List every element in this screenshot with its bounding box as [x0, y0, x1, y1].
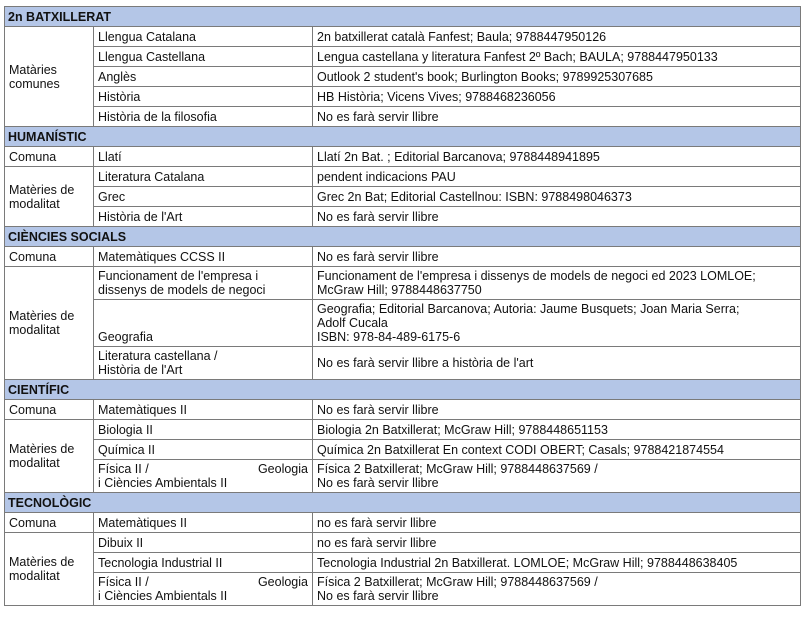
- section-header-row: [5, 493, 801, 513]
- subject-line: [98, 575, 308, 589]
- group-label: Matèries de modalitat: [5, 267, 94, 380]
- table-row: [5, 87, 801, 107]
- subject-cell: Geografia: [94, 300, 313, 347]
- comuna-label: Comuna: [5, 247, 94, 267]
- subject-line: i Ciències Ambientals II: [98, 476, 228, 490]
- subject-cell: Història de l'Art: [94, 207, 313, 227]
- subject-line: dissenys de models de negoci: [98, 283, 266, 297]
- subject-part: Geologia: [257, 462, 308, 476]
- table-row: [5, 187, 801, 207]
- subject-cell: [94, 460, 313, 493]
- subject-cell: Història de la filosofia: [94, 107, 313, 127]
- subject-cell: Grec: [94, 187, 313, 207]
- table-row: [5, 460, 801, 493]
- table-row: [5, 347, 801, 380]
- subject-line: i Ciències Ambientals II: [98, 589, 228, 603]
- book-cell: 2n batxillerat català Fanfest; Baula; 9788447950126: [313, 27, 801, 47]
- subject-line: Funcionament de l'empresa i: [98, 269, 259, 283]
- table-row: [5, 247, 801, 267]
- book-line: No es farà servir llibre: [317, 589, 439, 603]
- table-row: [5, 400, 801, 420]
- book-cell: Química 2n Batxillerat En context CODI OBERT; Casals; 9788421874554: [313, 440, 801, 460]
- subject-part: Física II /: [98, 462, 149, 476]
- book-cell: Biologia 2n Batxillerat; McGraw Hill; 9788448651153: [313, 420, 801, 440]
- subject-cell: Literatura Catalana: [94, 167, 313, 187]
- table-row: [5, 207, 801, 227]
- section-title-humanistic: HUMANÍSTIC: [5, 127, 801, 147]
- subject-cell: [94, 267, 313, 300]
- book-cell: Grec 2n Bat; Editorial Castellnou: ISBN: 9788498046373: [313, 187, 801, 207]
- subject-cell: Química II: [94, 440, 313, 460]
- section-title-technological: TECNOLÒGIC: [5, 493, 801, 513]
- table-row: [5, 440, 801, 460]
- book-line: Física 2 Batxillerat; McGraw Hill; 9788448637569 /: [317, 575, 598, 589]
- subject-cell: Matemàtiques II: [94, 513, 313, 533]
- book-list-document: [4, 6, 801, 606]
- subject-cell: Matemàtiques II: [94, 400, 313, 420]
- section-title-batxillerat: 2n BATXILLERAT: [5, 7, 801, 27]
- subject-cell: Biologia II: [94, 420, 313, 440]
- subject-cell: Tecnologia Industrial II: [94, 553, 313, 573]
- book-line: Adolf Cucala: [317, 316, 388, 330]
- subject-line: Història de l'Art: [98, 363, 183, 377]
- subject-cell: Anglès: [94, 67, 313, 87]
- book-line: Funcionament de l'empresa i dissenys de models de negoci ed 2023 LOMLOE;: [317, 269, 756, 283]
- subject-cell: [94, 573, 313, 606]
- subject-line: [98, 462, 308, 476]
- table-row: [5, 267, 801, 300]
- table-row: [5, 167, 801, 187]
- table-row: [5, 533, 801, 553]
- subject-cell: Història: [94, 87, 313, 107]
- book-cell: [313, 300, 801, 347]
- table-row: [5, 513, 801, 533]
- comuna-label: Comuna: [5, 513, 94, 533]
- book-line: ISBN: 978-84-489-6175-6: [317, 330, 461, 344]
- book-cell: Tecnologia Industrial 2n Batxillerat. LOMLOE; McGraw Hill; 9788448638405: [313, 553, 801, 573]
- section-title-social-sciences: CIÈNCIES SOCIALS: [5, 227, 801, 247]
- book-cell: [313, 573, 801, 606]
- book-cell: Llatí 2n Bat. ; Editorial Barcanova; 9788448941895: [313, 147, 801, 167]
- book-cell: pendent indicacions PAU: [313, 167, 801, 187]
- section-header-row: [5, 127, 801, 147]
- subject-cell: Matemàtiques CCSS II: [94, 247, 313, 267]
- book-cell: No es farà servir llibre: [313, 107, 801, 127]
- book-cell: No es farà servir llibre a història de l'art: [313, 347, 801, 380]
- book-cell: no es farà servir llibre: [313, 533, 801, 553]
- book-cell: [313, 460, 801, 493]
- table-row: [5, 47, 801, 67]
- subject-cell: Llengua Catalana: [94, 27, 313, 47]
- book-line: Física 2 Batxillerat; McGraw Hill; 9788448637569 /: [317, 462, 598, 476]
- book-line: McGraw Hill; 9788448637750: [317, 283, 482, 297]
- table-row: [5, 573, 801, 606]
- table-row: [5, 27, 801, 47]
- table-row: [5, 107, 801, 127]
- group-label: Matèries de modalitat: [5, 533, 94, 606]
- subject-cell: Dibuix II: [94, 533, 313, 553]
- book-cell: No es farà servir llibre: [313, 207, 801, 227]
- subject-line: Literatura castellana /: [98, 349, 218, 363]
- book-cell: Outlook 2 student's book; Burlington Books; 9789925307685: [313, 67, 801, 87]
- table-row: [5, 553, 801, 573]
- subject-cell: Llatí: [94, 147, 313, 167]
- group-label: Matàries comunes: [5, 27, 94, 127]
- table-row: [5, 67, 801, 87]
- book-list-table: [4, 6, 801, 606]
- section-title-scientific: CIENTÍFIC: [5, 380, 801, 400]
- section-header-row: [5, 7, 801, 27]
- group-label: Matèries de modalitat: [5, 420, 94, 493]
- book-cell: HB Història; Vicens Vives; 9788468236056: [313, 87, 801, 107]
- subject-cell: [94, 347, 313, 380]
- book-line: No es farà servir llibre: [317, 476, 439, 490]
- book-cell: No es farà servir llibre: [313, 247, 801, 267]
- subject-cell: Llengua Castellana: [94, 47, 313, 67]
- book-cell: Lengua castellana y literatura Fanfest 2º Bach; BAULA; 9788447950133: [313, 47, 801, 67]
- book-line: Geografia; Editorial Barcanova; Autoria: Jaume Busquets; Joan Maria Serra;: [317, 302, 740, 316]
- book-cell: no es farà servir llibre: [313, 513, 801, 533]
- comuna-label: Comuna: [5, 147, 94, 167]
- book-cell: [313, 267, 801, 300]
- book-cell: No es farà servir llibre: [313, 400, 801, 420]
- subject-part: Física II /: [98, 575, 149, 589]
- table-row: [5, 147, 801, 167]
- comuna-label: Comuna: [5, 400, 94, 420]
- subject-part: Geologia: [257, 575, 308, 589]
- table-row: [5, 420, 801, 440]
- group-label: Matèries de modalitat: [5, 167, 94, 227]
- section-header-row: [5, 227, 801, 247]
- section-header-row: [5, 380, 801, 400]
- table-row: [5, 300, 801, 347]
